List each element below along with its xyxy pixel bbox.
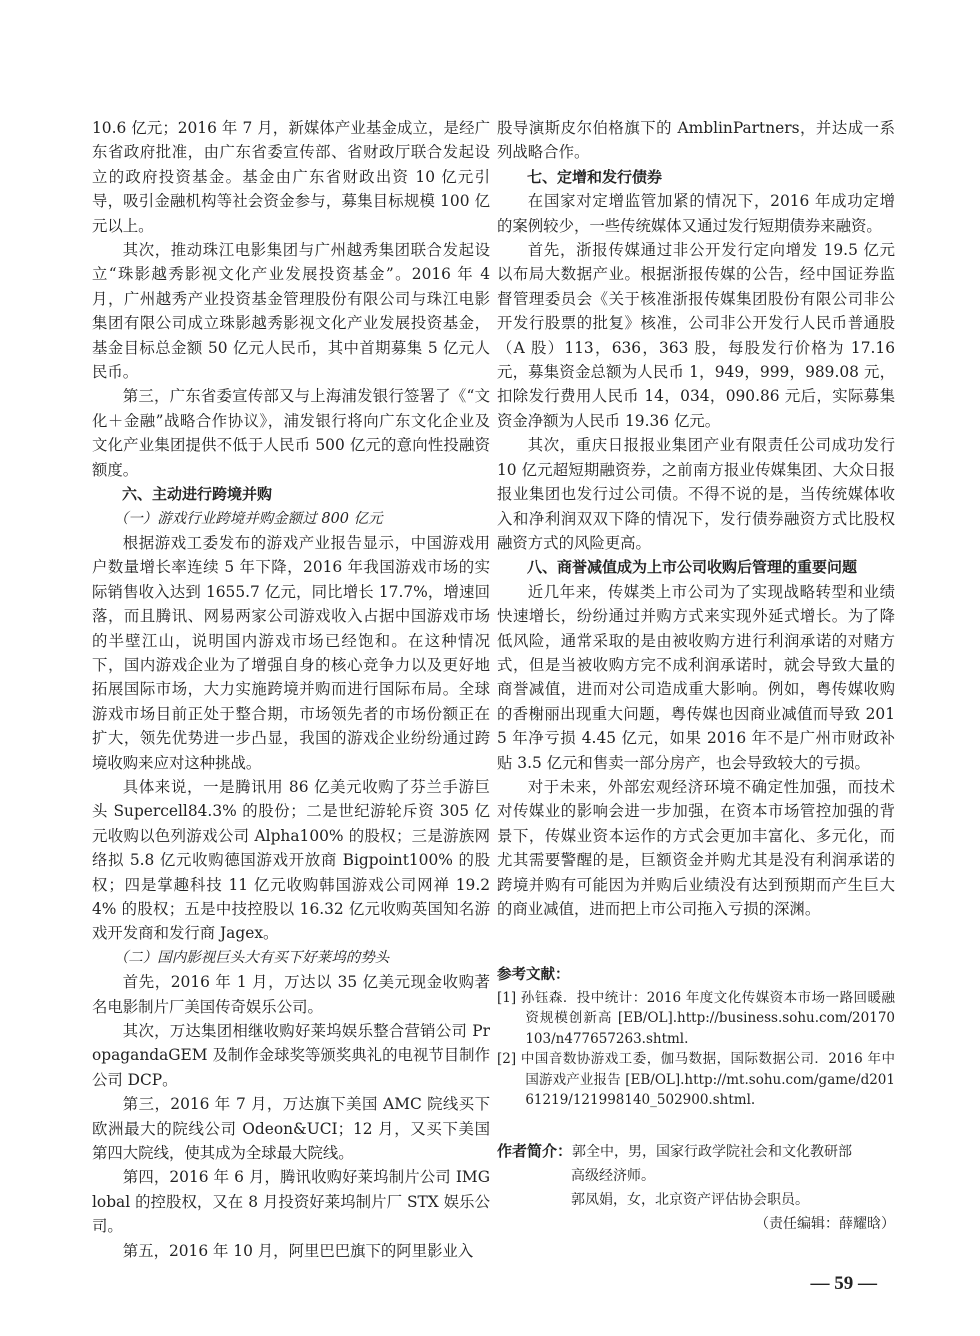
section-heading: 六、主动进行跨境并购 [122, 485, 273, 504]
author-bio [497, 1139, 895, 1236]
paragraph: 在国家对定增监管加紧的情况下，2016 年成功定增的案例较少，一些传统媒体又通过发行短期债券来融资。 [497, 192, 895, 235]
paragraph: 根据游戏工委发布的游戏产业报告显示，中国游戏用户数量增长率连续 5 年下降，2016 年我国游戏市场的实际销售收入达到 1655.7 亿元，同比增长 17.7%，增速回落，而且腾讯、网易两家公司游戏收入占据中国游戏市场的半壁江山，说明国内游戏市场已经饱和。在这种情况下，国内游戏企业为了增强自身的核心竞争力以及更好地拓展国际市场，大力实施跨境并购而进行国际布局。全球游戏市场目前正处于整合期，市场领先者的市场份额正在扩大，领先优势进一步凸显，我国的游戏企业纷纷通过跨境收购来应对这种挑战。 [92, 533, 490, 772]
subsection-heading: （一）游戏行业跨境并购金额过 800 亿元 [113, 510, 383, 527]
reference-item: [2] 中国音数协游戏工委，伽马数据，国际数据公司．2016 年中国游戏产业报告 [EB/OL].http://mt.sohu.com/game/d20161219/121998140_502900.shtml. [497, 1051, 895, 1109]
section-heading: 七、定增和发行债券 [527, 167, 663, 186]
paragraph: 10.6 亿元；2016 年 7 月，新媒体产业基金成立，是经广东省政府批准，由广东省委宣传部、省财政厅联合发起设立的政府投资基金。基金由广东省财政出资 10 亿元引导，吸引金融机构等社会资金参与，募集目标规模 100 亿元以上。 [92, 119, 490, 235]
paragraph: 对于未来，外部宏观经济环境不确定性加强，而技术对传媒业的影响会进一步加强，在资本市场管控加强的背景下，传媒业资本运作的方式会更加丰富化、多元化，而尤其需要警醒的是，巨额资金并购尤其是没有利润承诺的跨境并购有可能因为并购后业绩没有达到预期而产生巨大的商业减值，进而把上市公司拖入亏损的深渊。 [497, 777, 895, 918]
paragraph: 近几年来，传媒类上市公司为了实现战略转型和业绩快速增长，纷纷通过并购方式来实现外延式增长。为了降低风险，通常采取的是由被收购方进行利润承诺的对赌方式，但是当被收购方完不成利润承诺时，就会导致大量的商誉减值，进而对公司造成重大影响。例如，粤传媒收购的香榭丽出现重大问题，粤传媒也因商业减值而导致 2015 年净亏损 4.45 亿元，如果 2016 年不是广州市财政补贴 3.5 亿元和售卖一部分房产，也会导致较大的亏损。 [497, 582, 895, 772]
right-side [497, 116, 895, 1296]
paragraph: 第三，广东省委宣传部又与上海浦发银行签署了《“文化＋金融”战略合作协议》，浦发银行将向广东文化企业及文化产业集团提供不低于人民币 500 亿元的意向性投融资额度。 [92, 387, 490, 479]
section-heading: 八、商誉减值成为上市公司收购后管理的重要问题 [527, 558, 858, 577]
paragraph: 其次，重庆日报报业集团产业有限责任公司成功发行 10 亿元超短期融资券，之前南方报业传媒集团、大众日报报业集团也发行过公司债。不得不说的是，当传统媒体收入和净利润双双下降的情况下，发行债券融资方式比股权融资方式的风险更高。 [497, 436, 895, 552]
author-line: 郭全中，男，国家行政学院社会和文化教研部 [572, 1143, 853, 1160]
right-column [497, 116, 895, 921]
author-label: 作者简介： [497, 1141, 573, 1160]
references-title: 参考文献： [497, 967, 570, 984]
left-column [92, 116, 490, 1263]
responsible-editor: （责任编辑：薛耀晗） [755, 1215, 895, 1232]
paragraph: 首先，浙报传媒通过非公开发行定向增发 19.5 亿元以布局大数据产业。根据浙报传媒的公告，经中国证券监督管理委员会《关于核准浙报传媒集团股份有限公司非公开发行股票的批复》核准，公司非公开发行人民币普通股（A 股）113，636，363 股，每股发行价格为 17.16 元，募集资金总额为人民币 1，949，999，989.08 元，扣除发行费用人民币 14，034，090.86 元后，实际募集资金净额为人民币 19.36 亿元。 [497, 241, 895, 430]
references [497, 965, 895, 1111]
paragraph: 具体来说，一是腾讯用 86 亿美元收购了芬兰手游巨头 Supercell84.3% 的股份；二是世纪游轮斥资 305 亿元收购以色列游戏公司 Alpha100% 的股权；三是游族网络拟 5.8 亿元收购德国游戏开放商 Bigpoint100% 的股权；四是掌趣科技 11 亿元收购韩国游戏公司网禅 19.24% 的股权；五是中技控股以 16.32 亿元收购英国知名游戏开发商和发行商 Jagex。 [92, 777, 490, 943]
reference-item: [1] 孙钰森．投中统计：2016 年度文化传媒资本市场一路回暖融资规模创新高 [EB/OL].http://business.sohu.com/20170103/n477657263.shtml. [497, 989, 895, 1047]
paragraph: 第四，2016 年 6 月，腾讯收购好莱坞制片公司 IMGlobal 的控股权，又在 8 月投资好莱坞制片厂 STX 娱乐公司。 [92, 1168, 490, 1236]
paragraph: 第五，2016 年 10 月，阿里巴巴旗下的阿里影业入 [122, 1241, 474, 1260]
paragraph: 其次，推动珠江电影集团与广州越秀集团联合发起设立“珠影越秀影视文化产业发展投资基金”。2016 年 4 月，广州越秀产业投资基金管理股份有限公司与珠江电影集团有限公司成立珠影越秀影视文化产业发展投资基金，基金目标总金额 50 亿元人民币，其中首期募集 5 亿元人民币。 [92, 241, 490, 382]
paragraph: 第三，2016 年 7 月，万达旗下美国 AMC 院线买下欧洲最大的院线公司 Odeon&UCI；12 月，又买下美国第四大院线，使其成为全球最大院线。 [92, 1095, 490, 1163]
page-number: — 59 — [810, 1272, 877, 1294]
paragraph: 其次，万达集团相继收购好莱坞娱乐整合营销公司 PropagandaGEM 及制作金球奖等颁奖典礼的电视节目制作公司 DCP。 [92, 1022, 490, 1089]
paragraph: 股导演斯皮尔伯格旗下的 AmblinPartners，并达成一系列战略合作。 [497, 119, 895, 162]
paragraph: 首先，2016 年 1 月，万达以 35 亿美元现金收购著名电影制片厂美国传奇娱乐公司。 [92, 973, 490, 1016]
author-line: 郭凤娟，女，北京资产评估协会职员。 [571, 1191, 809, 1208]
author-line: 高级经济师。 [571, 1167, 655, 1184]
subsection-heading: （二）国内影视巨头大有买下好莱坞的势头 [113, 949, 390, 966]
